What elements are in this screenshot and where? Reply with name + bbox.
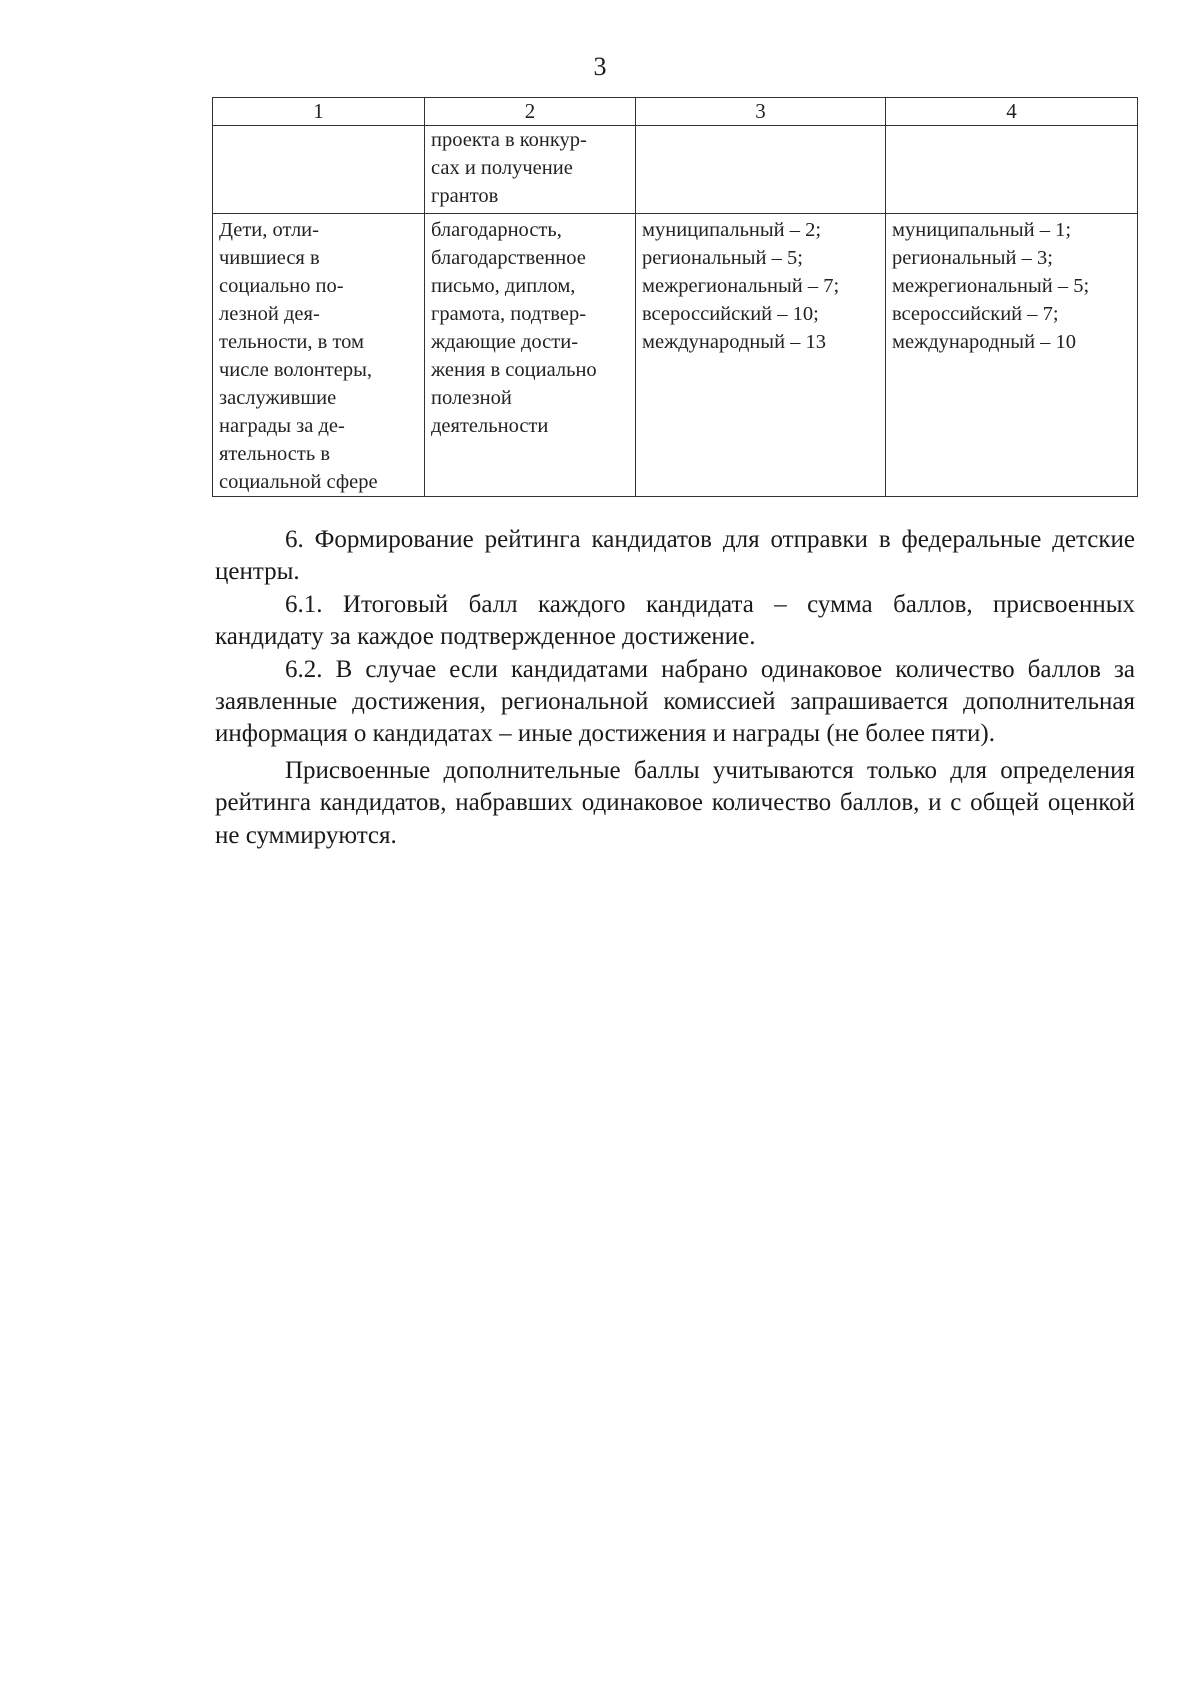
table-cell-points-main [636, 126, 886, 214]
table-cell-points-extra [886, 126, 1138, 214]
criteria-table [212, 97, 1138, 497]
table-header-row [213, 98, 1138, 126]
column-header-4: 4 [886, 98, 1138, 126]
document-body [215, 524, 1135, 852]
column-header-2: 2 [425, 98, 636, 126]
table-cell-points-extra: муниципальный – 1; региональный – 3; межрегиональный – 5; всероссийский – 7; международный – 10 [886, 214, 1138, 497]
table-row [213, 214, 1138, 497]
page-number: 3 [593, 52, 607, 81]
paragraph-section-6: 6. Формирование рейтинга кандидатов для отправки в федеральные детские центры. [215, 526, 1135, 586]
paragraph-section-6-1: 6.1. Итоговый балл каждого кандидата – сумма баллов, присвоенных кандидату за каждое подтвержденное достижение. [215, 590, 1135, 651]
column-header-1: 1 [213, 98, 425, 126]
column-header-3: 3 [636, 98, 886, 126]
table-cell-documents: благодарность, благодарственное письмо, диплом, грамота, подтвер- ждающие дости- жения в социально полезной деятельности [425, 214, 636, 497]
paragraph-section-6-2: 6.2. В случае если кандидатами набрано одинаковое количество баллов за заявленные достижения, региональной комиссией запрашивается дополнительная информация о кандидатах – иные достижения и награды (не более пяти). [215, 655, 1135, 748]
table-cell-category [213, 126, 425, 214]
table-cell-points-main: муниципальный – 2; региональный – 5; межрегиональный – 7; всероссийский – 10; международный – 13 [636, 214, 886, 497]
paragraph-additional-points: Присвоенные дополнительные баллы учитываются только для определения рейтинга кандидатов, набравших одинаковое количество баллов, и с общей оценкой не суммируются. [215, 756, 1135, 849]
table-cell-category: Дети, отли- чившиеся в социально по- лезной дея- тельности, в том числе волонтеры, заслужившие награды за де- ятельность в социальной сфере [213, 214, 425, 497]
table-cell-documents: проекта в конкур- сах и получение грантов [425, 126, 636, 214]
table-row [213, 126, 1138, 214]
